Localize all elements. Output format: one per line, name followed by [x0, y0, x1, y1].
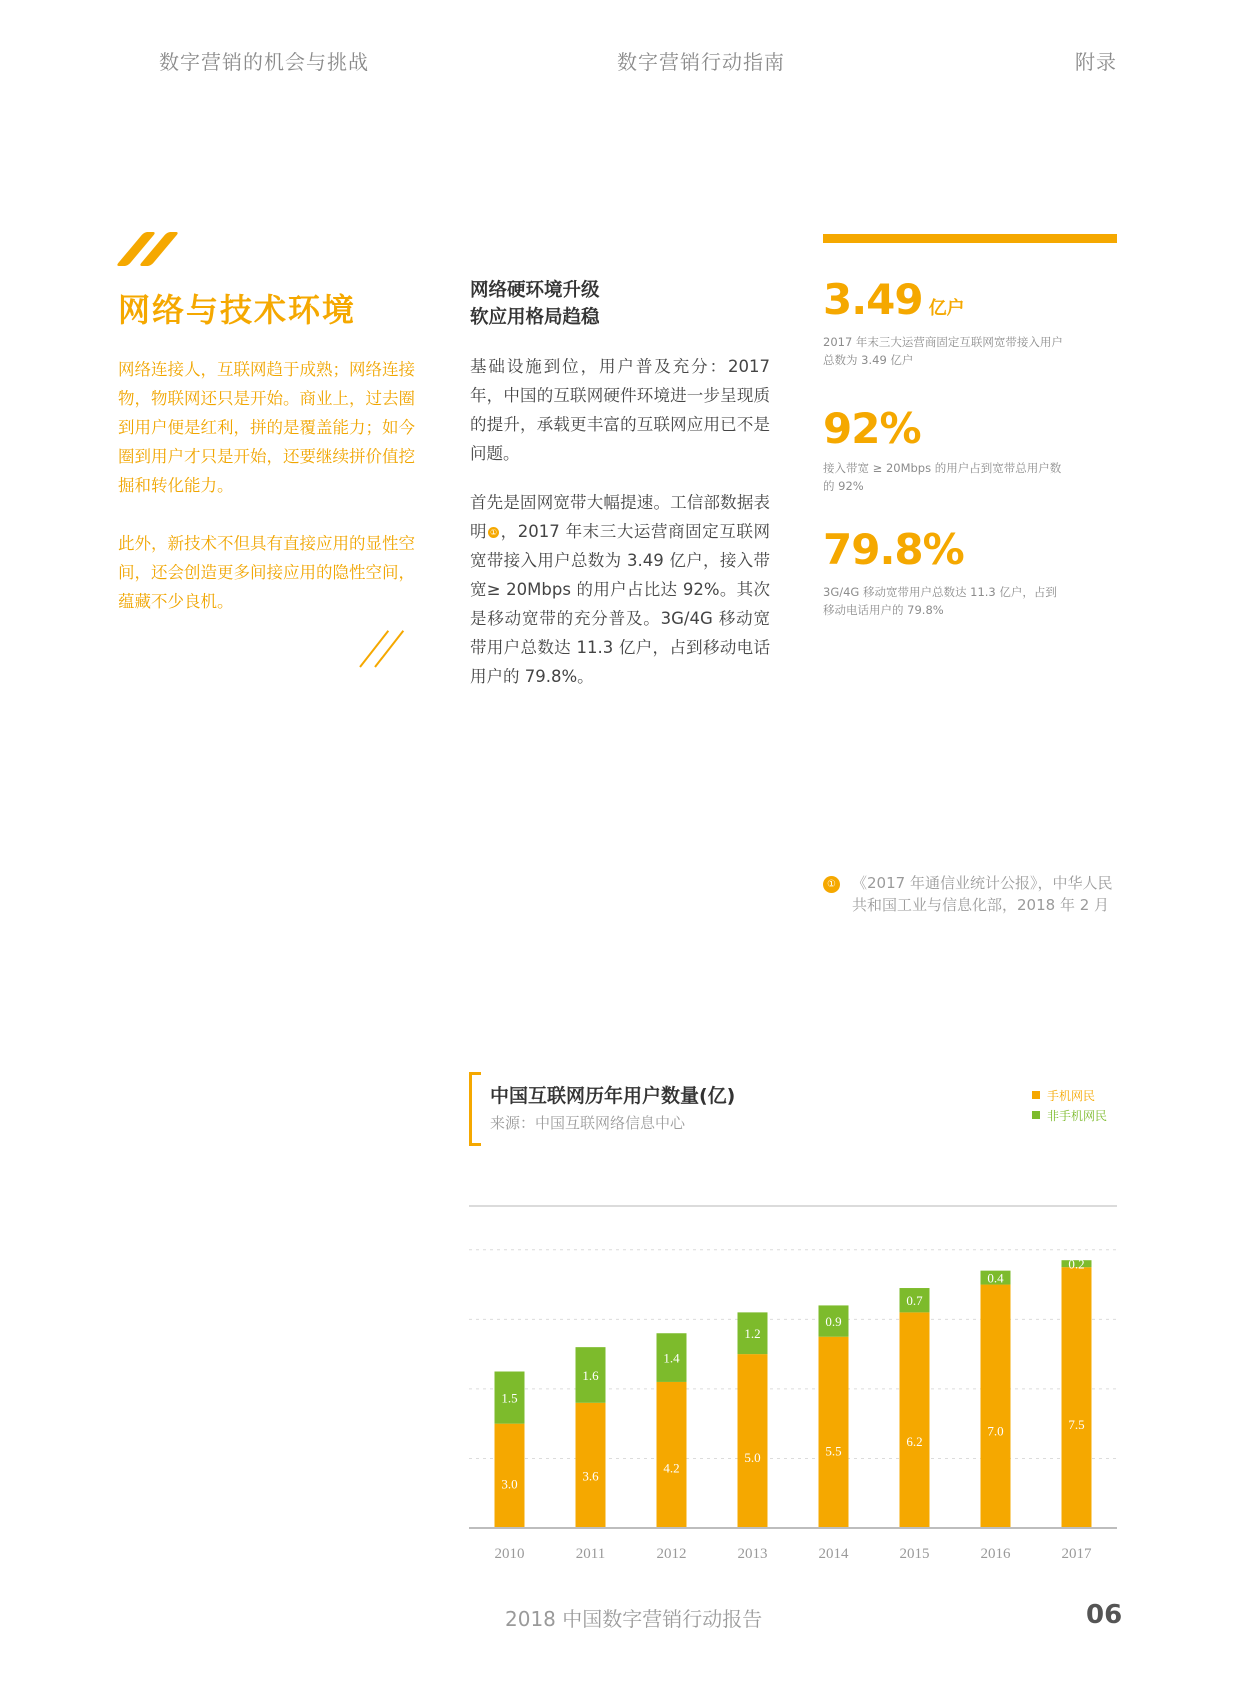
bar-mobile [738, 1354, 768, 1528]
data-label-non-mobile: 0.4 [987, 1270, 1004, 1286]
x-tick-label: 2013 [737, 1546, 768, 1562]
stat-value [823, 275, 965, 324]
x-tick-label: 2011 [575, 1546, 606, 1562]
data-label-mobile: 5.0 [744, 1449, 761, 1465]
x-tick-label: 2017 [1061, 1546, 1092, 1562]
stat-description: 3G/4G 移动宽带用户总数达 11.3 亿户，占到移动电话用户的 79.8% [823, 585, 1057, 617]
footnote-icon: ① [823, 876, 840, 893]
section-title: 网络与技术环境 [118, 291, 357, 329]
data-label-non-mobile: 0.7 [906, 1293, 923, 1309]
intro-paragraph-2: 此外，新技术不但具有直接应用的显性空间，还会创造更多间接应用的隐性空间，蕴藏不少良机。 [118, 534, 415, 611]
bar-mobile [981, 1285, 1011, 1528]
footer-title: 2018 中国数字营销行动报告 [505, 1607, 763, 1631]
x-tick-label: 2012 [656, 1546, 687, 1562]
data-label-non-mobile: 0.9 [825, 1314, 842, 1330]
data-label-mobile: 7.0 [987, 1423, 1004, 1439]
stat-value: 92% [823, 404, 921, 453]
bar-mobile [657, 1382, 687, 1528]
stat-description: 2017 年末三大运营商固定互联网宽带接入用户总数为 3.49 亿户 [823, 335, 1063, 367]
data-label-mobile: 7.5 [1068, 1416, 1085, 1432]
chart-bracket [469, 1072, 481, 1146]
decor-line [359, 630, 389, 667]
data-label-non-mobile: 1.2 [744, 1326, 761, 1342]
bar-mobile [900, 1312, 930, 1528]
article-paragraph: 基础设施到位，用户普及充分：2017年，中国的互联网硬件环境进一步呈现质的提升，承载更丰富的互联网应用已不是问题。 [470, 357, 770, 463]
x-tick-label: 2010 [494, 1546, 525, 1562]
article-subtitle [470, 277, 740, 331]
legend-label: 非手机网民 [1047, 1109, 1108, 1123]
intro-paragraph: 网络连接人，互联网趋于成熟；网络连接物，物联网还只是开始。商业上，过去圈到用户便是红利，拼的是覆盖能力；如今圈到用户才只是开始，还要继续拼价值挖掘和转化能力。 [118, 360, 415, 495]
data-label-mobile: 3.6 [582, 1468, 599, 1484]
x-tick-label: 2016 [980, 1546, 1011, 1562]
data-label-non-mobile: 1.5 [501, 1390, 518, 1406]
footnote-marker[interactable]: ① [490, 528, 498, 537]
bar-mobile [576, 1403, 606, 1528]
data-label-mobile: 3.0 [501, 1476, 518, 1492]
stat-description: 接入带宽 ≥ 20Mbps 的用户占到宽带总用户数的 92% [823, 461, 1062, 493]
subtitle-line: 软应用格局趋稳 [470, 307, 600, 328]
page-number: 06 [1086, 1600, 1123, 1630]
legend-swatch [1032, 1111, 1040, 1119]
data-label-mobile: 5.5 [825, 1443, 842, 1459]
article-paragraph-2 [470, 488, 770, 691]
data-label-mobile: 4.2 [663, 1460, 680, 1476]
decor-line [374, 630, 404, 667]
stats-accent-bar [823, 234, 1117, 243]
data-label-non-mobile: 1.6 [582, 1367, 599, 1383]
nav-appendix[interactable]: 附录 [1075, 50, 1117, 74]
chart-source: 来源：中国互联网络信息中心 [490, 1114, 686, 1132]
stat-value: 79.8% [823, 525, 964, 574]
bar-mobile [1062, 1267, 1092, 1528]
legend-item-non-mobile [1032, 1107, 1107, 1124]
x-tick-label: 2014 [818, 1546, 849, 1562]
legend-label: 手机网民 [1047, 1089, 1096, 1103]
paragraph-text: 首先是固网宽带大幅提速。工信部数据表明 [470, 493, 770, 541]
legend-swatch [1032, 1091, 1040, 1099]
stat-unit: 亿户 [928, 298, 965, 319]
paragraph-text: ，2017 年末三大运营商固定互联网宽带接入用户总数为 3.49 亿户，接入带宽≥ 20Mbps 的用户占比达 92%。其次是移动宽带的充分普及。3G/4G 移动宽带用户总数达 11.3 亿户，占到移动电话用户的 79.8%。 [470, 522, 770, 686]
chart-title: 中国互联网历年用户数量(亿) [490, 1085, 736, 1107]
subtitle-line: 网络硬环境升级 [470, 280, 600, 301]
stat-number: 3.49 [823, 275, 923, 324]
nav-chapter-2[interactable]: 数字营销行动指南 [617, 50, 785, 74]
data-label-non-mobile: 1.4 [663, 1350, 680, 1366]
bar-mobile [819, 1337, 849, 1528]
nav-chapter-1[interactable]: 数字营销的机会与挑战 [159, 50, 369, 74]
data-label-mobile: 6.2 [906, 1434, 923, 1450]
legend-item-mobile [1032, 1087, 1095, 1104]
data-label-non-mobile: 0.2 [1068, 1256, 1085, 1272]
bar-chart [469, 1205, 1117, 1575]
footnote-text: 《2017 年通信业统计公报》，中华人民共和国工业与信息化部，2018 年 2 月 [852, 874, 1113, 914]
x-tick-label: 2015 [899, 1546, 930, 1562]
